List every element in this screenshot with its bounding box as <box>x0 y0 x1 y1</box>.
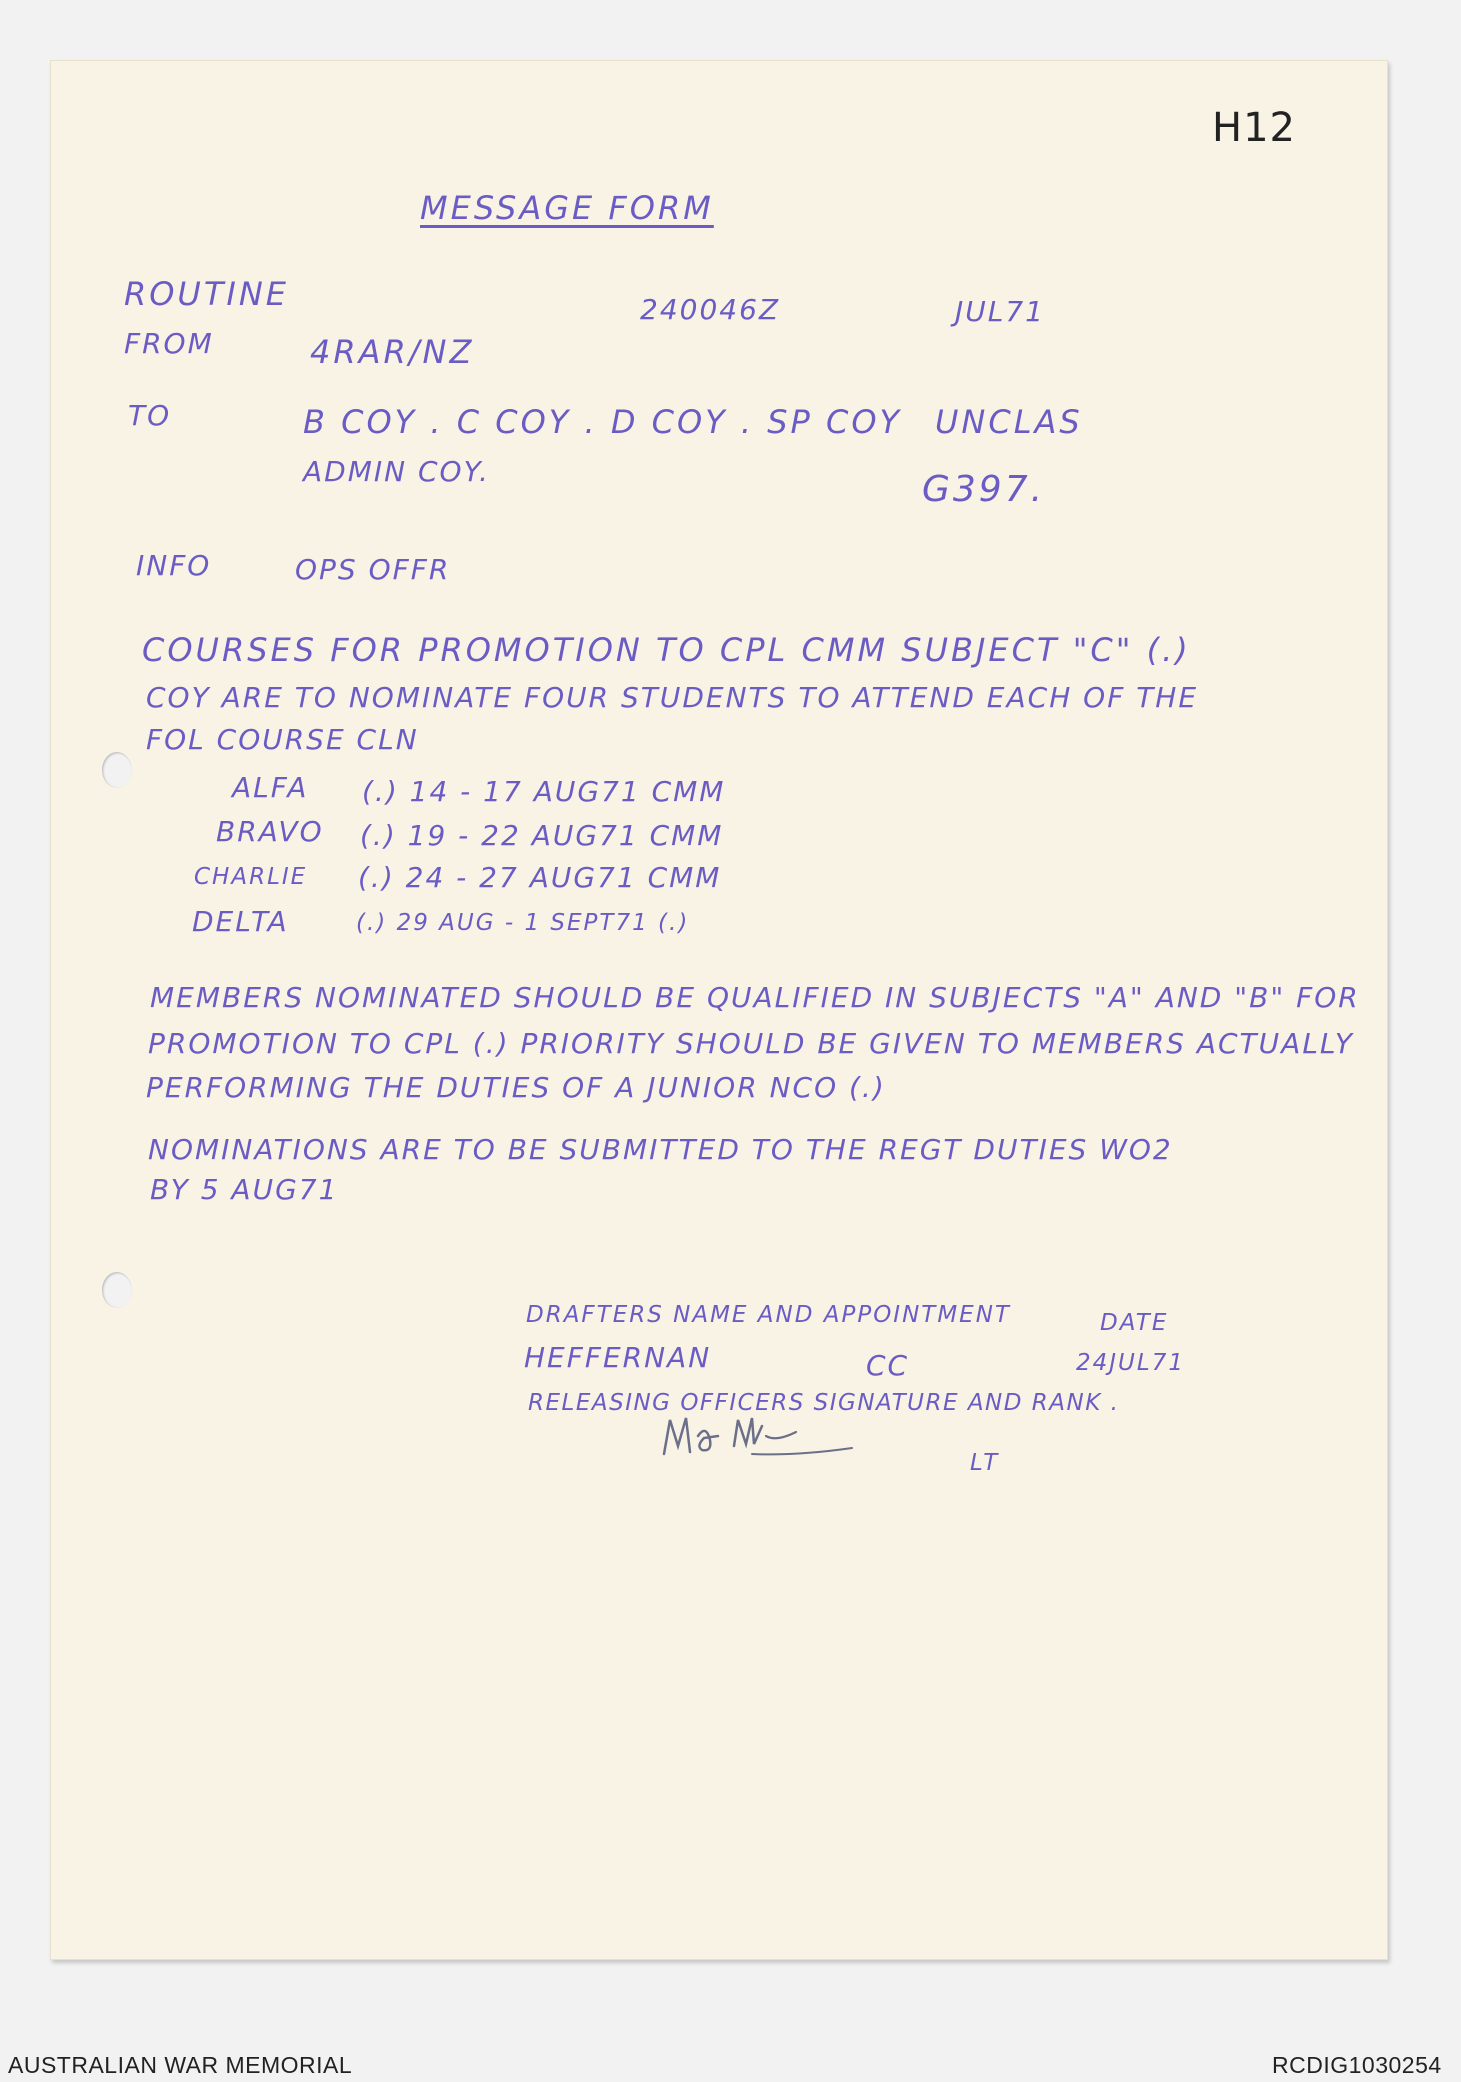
course-name: CHARLIE <box>194 864 308 890</box>
punch-hole <box>102 1272 132 1308</box>
archive-item-id: RCDIG1030254 <box>1272 2052 1442 2078</box>
body-line: COURSES FOR PROMOTION TO CPL CMM SUBJECT "C" (.) <box>142 631 1191 669</box>
dtg-month: JUL71 <box>955 295 1045 328</box>
form-title: MESSAGE FORM <box>420 189 714 227</box>
course-dates: (.) 19 - 22 AUG71 CMM <box>360 819 724 852</box>
drafter-label: DRAFTERS NAME AND APPOINTMENT <box>526 1302 1011 1328</box>
releasing-officer-label: RELEASING OFFICERS SIGNATURE AND RANK . <box>528 1390 1120 1416</box>
course-name: DELTA <box>192 905 289 938</box>
to-label: TO <box>128 399 172 432</box>
archive-institution: AUSTRALIAN WAR MEMORIAL <box>8 2052 353 2078</box>
info-value: OPS OFFR <box>295 553 451 586</box>
body-line: NOMINATIONS ARE TO BE SUBMITTED TO THE REGT DUTIES WO2 <box>148 1133 1173 1166</box>
body-line: PERFORMING THE DUTIES OF A JUNIOR NCO (.) <box>146 1071 886 1104</box>
to-addressees-cont: ADMIN COY. <box>303 455 490 488</box>
course-name: BRAVO <box>216 815 324 848</box>
releasing-officer-rank: LT <box>970 1450 1000 1476</box>
serial-number: G397. <box>922 469 1046 510</box>
page-reference: H12 <box>1212 105 1296 151</box>
body-line: COY ARE TO NOMINATE FOUR STUDENTS TO ATTEND EACH OF THE <box>146 681 1199 714</box>
course-name: ALFA <box>232 771 309 804</box>
info-label: INFO <box>136 549 212 582</box>
course-dates: (.) 24 - 27 AUG71 CMM <box>358 861 722 894</box>
body-line: MEMBERS NOMINATED SHOULD BE QUALIFIED IN SUBJECTS "A" AND "B" FOR <box>150 981 1360 1014</box>
to-addressees: B COY . C COY . D COY . SP COY <box>303 403 903 441</box>
body-line: FOL COURSE CLN <box>146 723 419 756</box>
drafter-name: HEFFERNAN <box>524 1341 712 1374</box>
punch-hole <box>102 752 132 788</box>
from-value: 4RAR/NZ <box>310 333 475 371</box>
body-line: BY 5 AUG71 <box>150 1173 339 1206</box>
drafter-appointment: CC <box>866 1349 910 1382</box>
drafter-date: 24JUL71 <box>1076 1350 1185 1376</box>
classification: UNCLAS <box>935 403 1083 441</box>
precedence: ROUTINE <box>124 275 289 313</box>
releasing-officer-signature <box>656 1406 856 1466</box>
date-time-group: 240046Z <box>640 293 781 326</box>
body-line: PROMOTION TO CPL (.) PRIORITY SHOULD BE GIVEN TO MEMBERS ACTUALLY <box>148 1027 1354 1060</box>
date-label: DATE <box>1100 1310 1169 1336</box>
course-dates: (.) 29 AUG - 1 SEPT71 (.) <box>356 910 690 936</box>
from-label: FROM <box>124 327 214 360</box>
course-dates: (.) 14 - 17 AUG71 CMM <box>362 775 726 808</box>
